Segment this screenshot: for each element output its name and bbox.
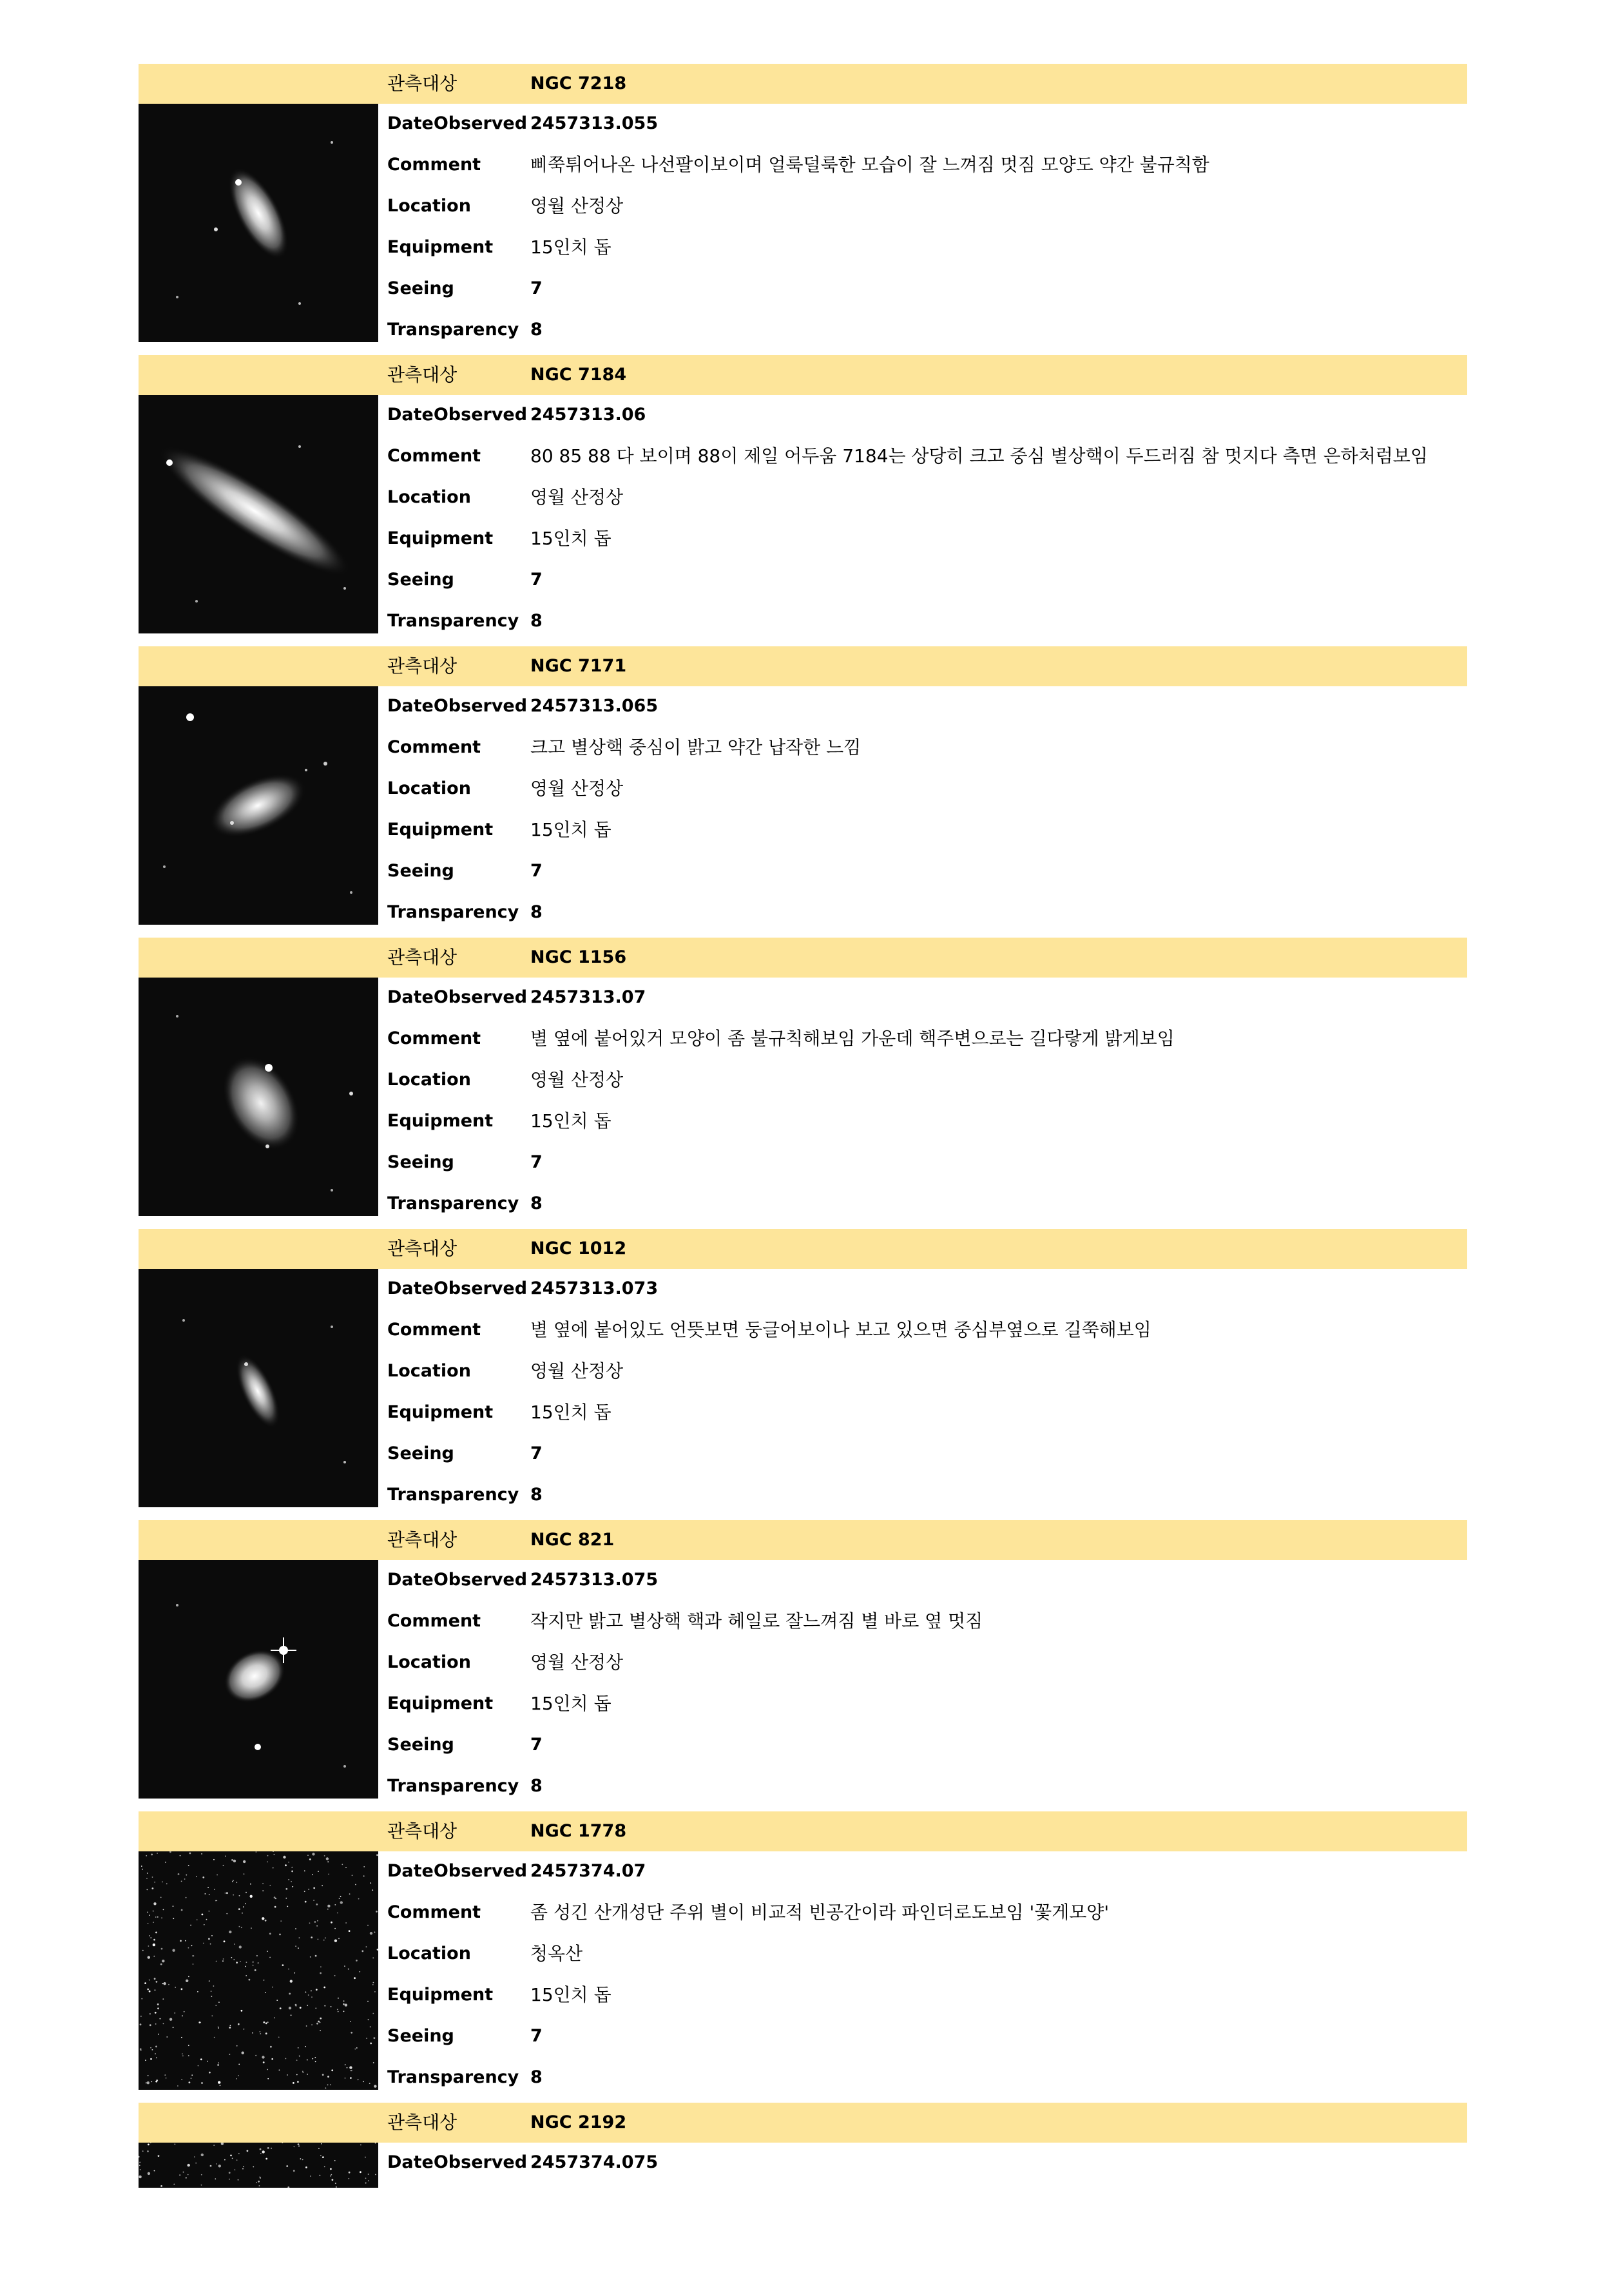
seeing-row (139, 1725, 1467, 1765)
equipment-row (139, 519, 1467, 559)
transparency-row (139, 892, 1467, 932)
comment-row (139, 145, 1467, 185)
date-value: 2457313.073 (530, 1278, 659, 1298)
location-row (139, 769, 1467, 809)
observation-entry (139, 2103, 1467, 2296)
target-label: 관측대상 (387, 1820, 457, 1842)
transparency-row (139, 310, 1467, 350)
location-value: 영월 산정상 (530, 195, 624, 217)
target-value: NGC 821 (530, 1530, 615, 1550)
entry-header-row (139, 1520, 1467, 1560)
transparency-label: Transparency (387, 1776, 519, 1796)
equipment-row (139, 227, 1467, 267)
star-dot (336, 2186, 337, 2188)
comment-row (139, 1893, 1467, 1933)
equipment-row (139, 1975, 1467, 2015)
observation-entry (139, 1811, 1467, 2103)
comment-label: Comment (387, 1320, 481, 1340)
date-row (139, 2143, 1467, 2183)
comment-label: Comment (387, 155, 481, 175)
entry-header-row (139, 64, 1467, 104)
comment-label: Comment (387, 737, 481, 757)
seeing-value: 7 (530, 861, 543, 881)
comment-value: 별 옆에 붙어있도 언뜻보면 둥글어보이나 보고 있으면 중심부옆으로 길쭉해보임 (530, 1319, 1151, 1340)
comment-label: Comment (387, 1611, 481, 1631)
equipment-value: 15인치 돕 (530, 1693, 611, 1714)
transparency-value: 8 (530, 320, 543, 340)
date-label: DateObserved (387, 405, 528, 425)
comment-value: 별 옆에 붙어있거 모양이 좀 불규칙해보임 가운데 핵주변으로는 길다랗게 밝게보임 (530, 1028, 1175, 1049)
star-dot (173, 2184, 175, 2185)
target-value: NGC 1778 (530, 1821, 627, 1841)
observation-entry (139, 938, 1467, 1229)
date-value: 2457374.075 (530, 2152, 659, 2172)
transparency-label: Transparency (387, 902, 519, 922)
location-value: 영월 산정상 (530, 487, 624, 508)
comment-label: Comment (387, 446, 481, 466)
transparency-label: Transparency (387, 1485, 519, 1505)
date-row (139, 1560, 1467, 1600)
target-label: 관측대상 (387, 655, 457, 677)
comment-row (139, 728, 1467, 767)
equipment-row (139, 1101, 1467, 1141)
seeing-label: Seeing (387, 1152, 454, 1172)
date-label: DateObserved (387, 1861, 528, 1881)
comment-row (139, 436, 1467, 476)
transparency-label: Transparency (387, 1193, 519, 1213)
seeing-label: Seeing (387, 570, 454, 590)
seeing-label: Seeing (387, 1443, 454, 1463)
observation-log (139, 64, 1467, 2296)
comment-value: 작지만 밝고 별상핵 핵과 헤일로 잘느껴짐 별 바로 옆 멋짐 (530, 1610, 983, 1632)
equipment-value: 15인치 돕 (530, 1110, 611, 1132)
star-dot (335, 2183, 336, 2184)
location-row (139, 1060, 1467, 1100)
date-row (139, 395, 1467, 435)
entry-header-row (139, 646, 1467, 686)
date-row (139, 1269, 1467, 1309)
observation-entry (139, 646, 1467, 938)
target-value: NGC 2192 (530, 2112, 627, 2132)
seeing-label: Seeing (387, 861, 454, 881)
entry-header-row (139, 938, 1467, 978)
transparency-value: 8 (530, 902, 543, 922)
transparency-value: 8 (530, 1485, 543, 1505)
seeing-row (139, 560, 1467, 600)
date-value: 2457313.07 (530, 987, 646, 1007)
transparency-value: 8 (530, 2067, 543, 2087)
equipment-label: Equipment (387, 1693, 494, 1713)
transparency-label: Transparency (387, 320, 519, 340)
date-label: DateObserved (387, 987, 528, 1007)
entry-header-row (139, 355, 1467, 395)
date-label: DateObserved (387, 2152, 528, 2172)
transparency-row (139, 1184, 1467, 1224)
seeing-label: Seeing (387, 2026, 454, 2046)
transparency-row (139, 2058, 1467, 2098)
date-value: 2457313.065 (530, 696, 659, 716)
equipment-label: Equipment (387, 1985, 494, 2005)
transparency-row (139, 1475, 1467, 1515)
equipment-label: Equipment (387, 820, 494, 840)
date-row (139, 1851, 1467, 1891)
comment-row (139, 1019, 1467, 1059)
comment-value: 좀 성긴 산개성단 주위 별이 비교적 빈공간이라 파인더로도보임 '꽃게모양' (530, 1902, 1110, 1923)
equipment-value: 15인치 돕 (530, 528, 611, 549)
target-label: 관측대상 (387, 1238, 457, 1259)
seeing-row (139, 269, 1467, 309)
date-label: DateObserved (387, 113, 528, 133)
equipment-row (139, 1684, 1467, 1724)
date-label: DateObserved (387, 1278, 528, 1298)
target-value: NGC 1012 (530, 1239, 627, 1259)
seeing-label: Seeing (387, 1735, 454, 1755)
date-value: 2457313.075 (530, 1570, 659, 1590)
transparency-label: Transparency (387, 2067, 519, 2087)
target-value: NGC 7218 (530, 73, 627, 93)
date-value: 2457313.055 (530, 113, 659, 133)
seeing-row (139, 2016, 1467, 2056)
equipment-row (139, 810, 1467, 850)
equipment-label: Equipment (387, 1402, 494, 1422)
star-dot (160, 2185, 162, 2187)
observation-entry (139, 64, 1467, 355)
seeing-value: 7 (530, 278, 543, 298)
comment-label: Comment (387, 1902, 481, 1922)
date-value: 2457374.07 (530, 1861, 646, 1881)
location-label: Location (387, 196, 471, 216)
transparency-row (139, 1766, 1467, 1806)
star-dot (201, 2185, 202, 2186)
location-value: 청옥산 (530, 1943, 583, 1964)
equipment-label: Equipment (387, 237, 494, 257)
seeing-row (139, 851, 1467, 891)
location-row (139, 1643, 1467, 1683)
location-value: 영월 산정상 (530, 1652, 624, 1673)
target-value: NGC 7171 (530, 656, 627, 676)
seeing-row (139, 1434, 1467, 1474)
date-row (139, 104, 1467, 144)
entry-header-row (139, 2103, 1467, 2143)
entry-header-row (139, 1229, 1467, 1269)
location-row (139, 186, 1467, 226)
seeing-row (139, 1143, 1467, 1182)
comment-value: 80 85 88 다 보이며 88이 제일 어두움 7184는 상당히 크고 중심 별상핵이 두드러짐 참 멋지다 측면 은하처럼보임 (530, 445, 1428, 467)
target-label: 관측대상 (387, 1529, 457, 1550)
date-value: 2457313.06 (530, 405, 646, 425)
location-row (139, 1351, 1467, 1391)
date-row (139, 978, 1467, 1018)
star-dot (259, 2185, 260, 2186)
location-row (139, 1934, 1467, 1974)
equipment-value: 15인치 돕 (530, 236, 611, 258)
location-value: 영월 산정상 (530, 778, 624, 799)
location-value: 영월 산정상 (530, 1069, 624, 1090)
date-label: DateObserved (387, 1570, 528, 1590)
date-row (139, 686, 1467, 726)
seeing-value: 7 (530, 1152, 543, 1172)
target-label: 관측대상 (387, 73, 457, 94)
transparency-label: Transparency (387, 611, 519, 631)
equipment-row (139, 1393, 1467, 1433)
observation-entry (139, 1229, 1467, 1520)
location-label: Location (387, 1070, 471, 1090)
transparency-row (139, 601, 1467, 641)
location-row (139, 478, 1467, 517)
comment-value: 삐쭉튀어나온 나선팔이보이며 얼룩덜룩한 모습이 잘 느껴짐 멋짐 모양도 약간 불규칙함 (530, 154, 1209, 175)
target-label: 관측대상 (387, 364, 457, 385)
seeing-value: 7 (530, 2026, 543, 2046)
seeing-value: 7 (530, 1443, 543, 1463)
target-value: NGC 1156 (530, 947, 627, 967)
equipment-value: 15인치 돕 (530, 1402, 611, 1423)
seeing-label: Seeing (387, 278, 454, 298)
star-dot (287, 2186, 289, 2188)
comment-label: Comment (387, 1028, 481, 1048)
target-value: NGC 7184 (530, 365, 627, 385)
seeing-value: 7 (530, 570, 543, 590)
comment-value: 크고 별상핵 중심이 밝고 약간 납작한 느낌 (530, 737, 862, 758)
transparency-value: 8 (530, 611, 543, 631)
date-label: DateObserved (387, 696, 528, 716)
location-label: Location (387, 1944, 471, 1963)
location-label: Location (387, 487, 471, 507)
observation-entry (139, 355, 1467, 646)
equipment-label: Equipment (387, 528, 494, 548)
comment-row (139, 1310, 1467, 1350)
transparency-value: 8 (530, 1776, 543, 1796)
target-label: 관측대상 (387, 2112, 457, 2133)
location-label: Location (387, 1361, 471, 1381)
equipment-value: 15인치 돕 (530, 1984, 611, 2005)
equipment-label: Equipment (387, 1111, 494, 1131)
seeing-value: 7 (530, 1735, 543, 1755)
transparency-value: 8 (530, 1193, 543, 1213)
equipment-value: 15인치 돕 (530, 819, 611, 840)
observation-entry (139, 1520, 1467, 1811)
location-label: Location (387, 778, 471, 798)
comment-row (139, 1601, 1467, 1641)
target-label: 관측대상 (387, 947, 457, 968)
location-label: Location (387, 1652, 471, 1672)
location-value: 영월 산정상 (530, 1360, 624, 1382)
entry-header-row (139, 1811, 1467, 1851)
